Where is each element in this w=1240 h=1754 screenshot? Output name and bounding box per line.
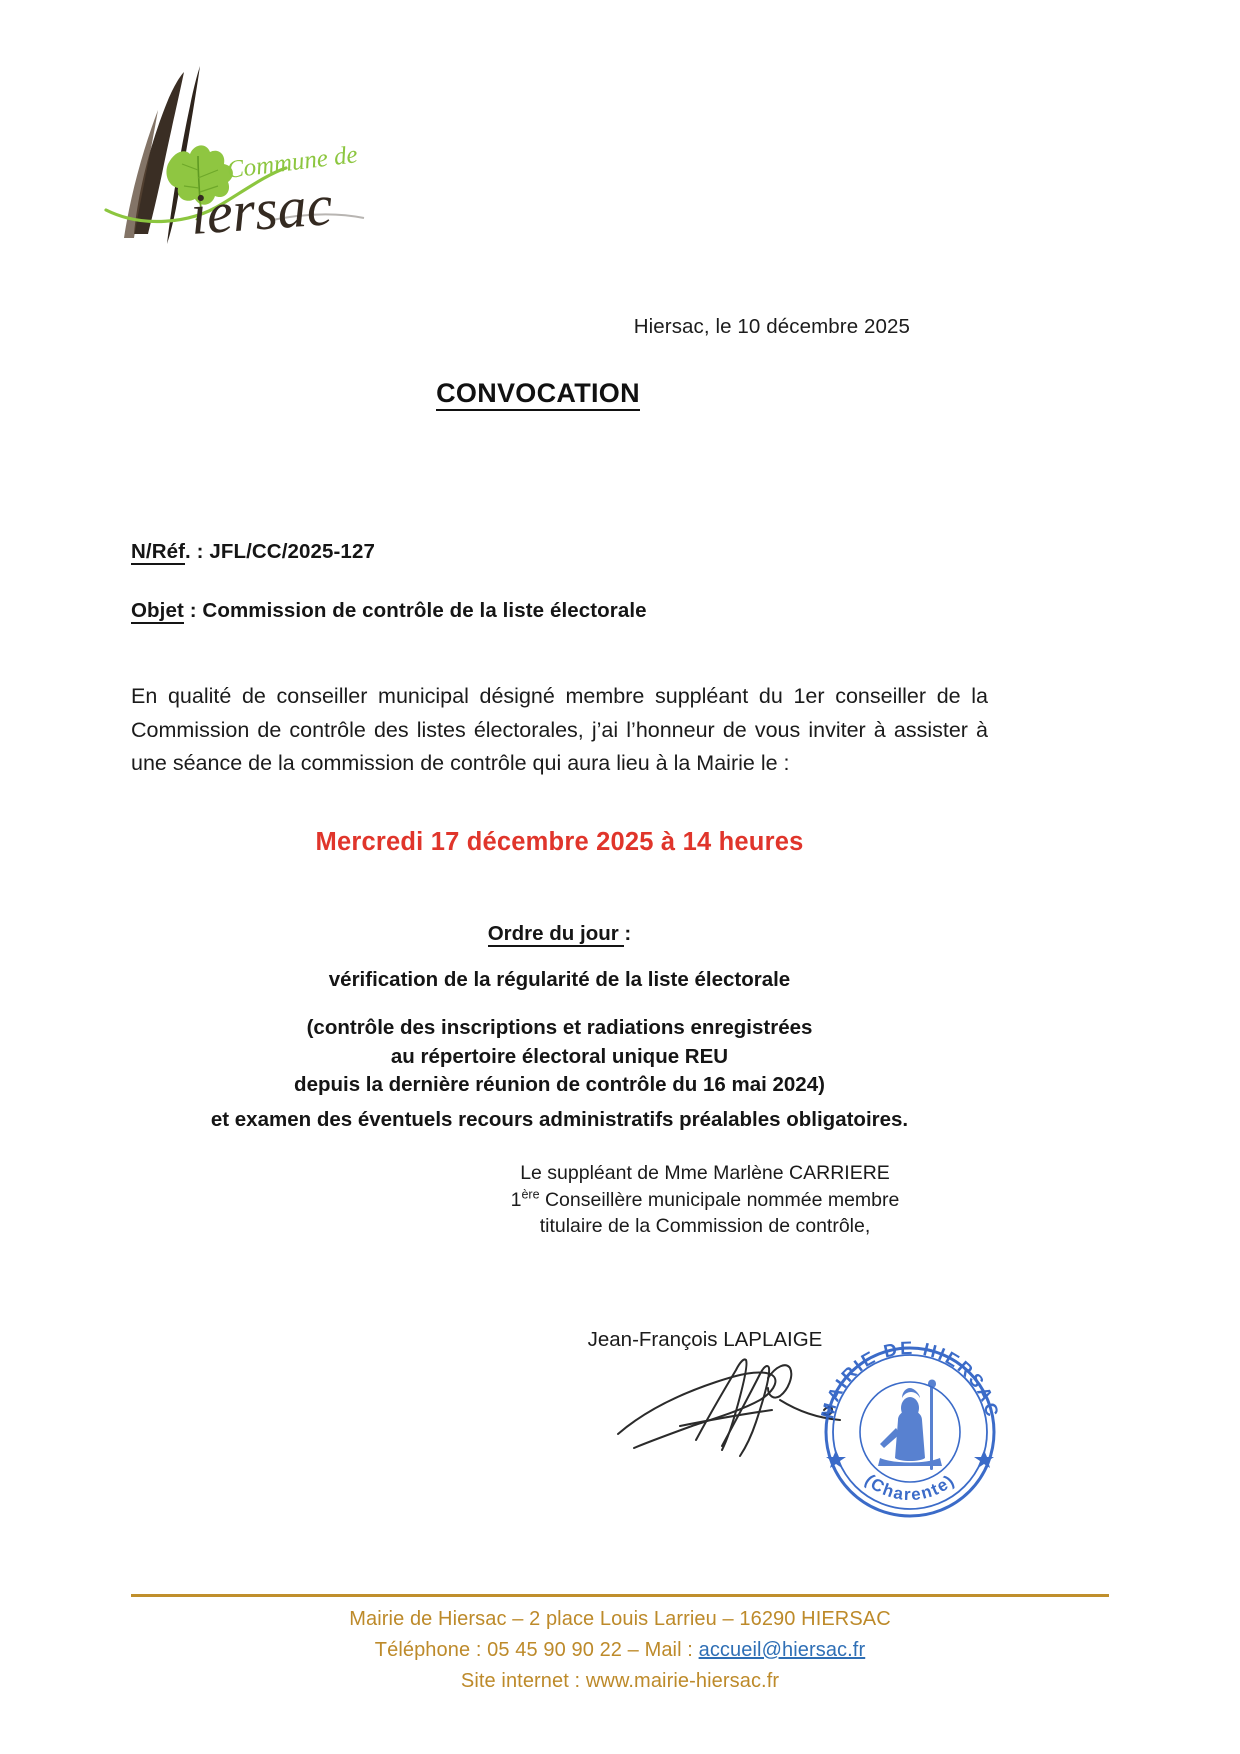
place-and-date: Hiersac, le 10 décembre 2025 [633,315,910,338]
page-title-text: CONVOCATION [436,378,640,411]
agenda-detail-line-3: depuis la dernière réunion de contrôle du 16 mai 2024) [294,1073,825,1096]
meeting-datetime: Mercredi 17 décembre 2025 à 14 heures [315,828,804,856]
agenda-detail-line-1: (contrôle des inscriptions et radiations enregistrées [306,1016,813,1039]
footer [0,1604,1240,1697]
agenda-heading-colon: : [624,922,632,945]
agenda-detail-line-2: au répertoire électoral unique REU [390,1044,729,1068]
subject-line [131,599,647,623]
logo-script-name: iersac [188,172,335,247]
footer-email-link[interactable]: accueil@hiersac.fr [698,1639,866,1661]
footer-website: Site internet : www.mairie-hiersac.fr [460,1670,780,1692]
footer-phone-label: Téléphone : 05 45 90 90 22 – Mail : [374,1639,699,1661]
reference-value: . : JFL/CC/2025-127 [185,540,375,563]
commune-logo [72,52,412,252]
logo-artwork [72,52,412,252]
agenda-detail [131,1014,988,1134]
footer-divider [131,1594,1109,1597]
signature-line-1: Le suppléant de Mme Marlène CARRIERE [520,1162,890,1184]
logo-tagline: Commune de [225,141,359,184]
signature-block [420,1160,990,1240]
reference-line [131,540,375,564]
reference-label: N/Réf [131,540,186,563]
stamp-top-text: MAIRIE DE HIERSAC [817,1337,1003,1421]
signature-ordinal-number: 1 [510,1188,522,1211]
agenda-item: vérification de la régularité de la liste électorale [328,968,791,991]
official-stamp [810,1332,1010,1532]
subject-value: : Commission de contrôle de la liste électorale [183,599,647,622]
signatory-name: Jean-François LAPLAIGE [587,1328,823,1351]
stamp-figure-icon [878,1380,942,1471]
stamp-bottom-text: (Charente) [861,1470,959,1505]
agenda-detail-line-4: et examen des éventuels recours administratifs préalables obligatoires. [210,1107,909,1131]
page-title [0,378,1240,409]
footer-contact [0,1635,1240,1666]
logo-h-left-stroke [134,72,184,234]
body-paragraph: En qualité de conseiller municipal désigné membre suppléant du 1er conseiller de la Commission de contrôle des listes électorales, j’ai l’honneur de vous inviter à assister à une séance de la commission de contrôle qui aura lieu à la Mairie le : [131,684,988,775]
signature-line-2-rest: Conseillère municipale nommée membre [539,1188,900,1211]
signature-ordinal-suffix: ère [521,1187,540,1201]
signature-line-3: titulaire de la Commission de contrôle, [539,1215,871,1237]
footer-address: Mairie de Hiersac – 2 place Louis Larrieu – 16290 HIERSAC [349,1608,891,1630]
agenda-heading [131,922,988,946]
agenda-heading-underlined: Ordre du jour [487,922,625,945]
title-spacer [436,378,804,408]
signature-line-2 [420,1187,990,1214]
subject-label: Objet [131,599,184,622]
